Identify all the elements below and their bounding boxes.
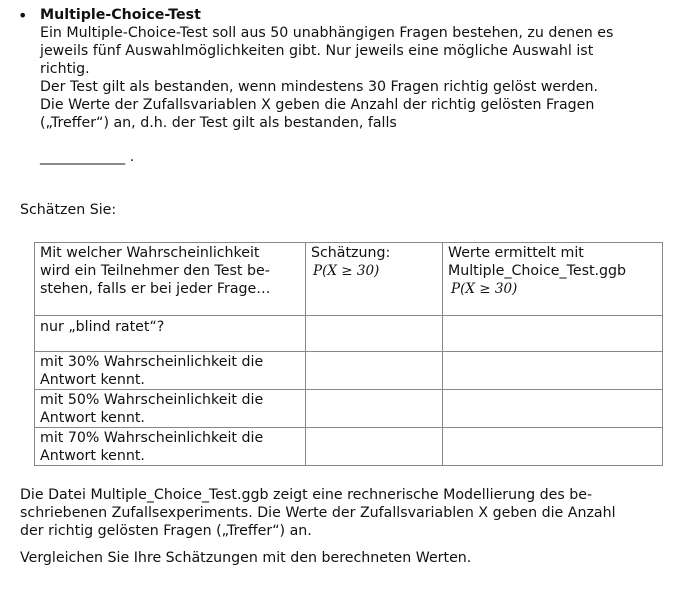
task-line: Die Werte der Zufallsvariablen X geben die Anzahl der richtig gelösten Fragen <box>40 97 595 113</box>
header-computed-cell <box>443 243 663 316</box>
answer-blank[interactable]: ____________ . <box>40 149 135 165</box>
computed-value-cell[interactable] <box>443 352 663 390</box>
header-computed-formula: P(X ≥ 30) <box>451 281 518 297</box>
computed-value-cell[interactable] <box>443 428 663 466</box>
bullet-point: • <box>18 6 28 25</box>
row-label: nur „blind ratet“? <box>40 319 165 335</box>
header-computed-label: Multiple_Choice_Test.ggb <box>448 263 627 279</box>
task-line: Ein Multiple-Choice-Test soll aus 50 unabhängigen Fragen bestehen, zu denen es <box>40 25 614 41</box>
outro-line: Die Datei Multiple_Choice_Test.ggb zeigt eine rechnerische Modellierung des be- <box>20 487 593 503</box>
task-description <box>40 24 680 132</box>
header-estimate-cell <box>306 243 443 316</box>
row-label: mit 30% Wahrscheinlichkeit die <box>40 354 264 370</box>
header-question-line: stehen, falls er bei jeder Frage… <box>40 281 271 297</box>
row-label: Antwort kennt. <box>40 410 145 426</box>
task-line: Der Test gilt als bestanden, wenn mindestens 30 Fragen richtig gelöst werden. <box>40 79 598 95</box>
row-label-cell <box>35 390 306 428</box>
outro-paragraph <box>20 486 680 540</box>
header-estimate-label: Schätzung: <box>311 245 391 261</box>
table-row <box>35 352 663 390</box>
table-header-row <box>35 243 663 316</box>
computed-value-cell[interactable] <box>443 390 663 428</box>
header-estimate-formula: P(X ≥ 30) <box>313 263 380 279</box>
computed-value-cell[interactable] <box>443 316 663 352</box>
header-computed-label: Werte ermittelt mit <box>448 245 584 261</box>
estimate-table <box>34 242 663 466</box>
table-row <box>35 390 663 428</box>
task-line: („Treffer“) an, d.h. der Test gilt als bestanden, falls <box>40 115 397 131</box>
estimate-input-cell[interactable] <box>306 428 443 466</box>
outro-line: der richtig gelösten Fragen („Treffer“) an. <box>20 523 312 539</box>
task-line: richtig. <box>40 61 90 77</box>
task-line: jeweils fünf Auswahlmöglichkeiten gibt. Nur jeweils eine mögliche Auswahl ist <box>40 43 594 59</box>
header-question-line: Mit welcher Wahrscheinlichkeit <box>40 245 260 261</box>
outro-line: schriebenen Zufallsexperiments. Die Werte der Zufallsvariablen X geben die Anzahl <box>20 505 616 521</box>
task-title: Multiple-Choice-Test <box>40 7 201 23</box>
estimate-input-cell[interactable] <box>306 316 443 352</box>
table-row <box>35 316 663 352</box>
row-label: Antwort kennt. <box>40 448 145 464</box>
estimate-prompt: Schätzen Sie: <box>20 202 117 218</box>
row-label-cell <box>35 428 306 466</box>
header-question-line: wird ein Teilnehmer den Test be- <box>40 263 270 279</box>
table-row <box>35 428 663 466</box>
compare-instruction: Vergleichen Sie Ihre Schätzungen mit den berechneten Werten. <box>20 550 472 566</box>
estimate-input-cell[interactable] <box>306 352 443 390</box>
row-label: Antwort kennt. <box>40 372 145 388</box>
estimate-input-cell[interactable] <box>306 390 443 428</box>
header-question-cell <box>35 243 306 316</box>
row-label: mit 50% Wahrscheinlichkeit die <box>40 392 264 408</box>
row-label-cell <box>35 352 306 390</box>
row-label-cell <box>35 316 306 352</box>
row-label: mit 70% Wahrscheinlichkeit die <box>40 430 264 446</box>
